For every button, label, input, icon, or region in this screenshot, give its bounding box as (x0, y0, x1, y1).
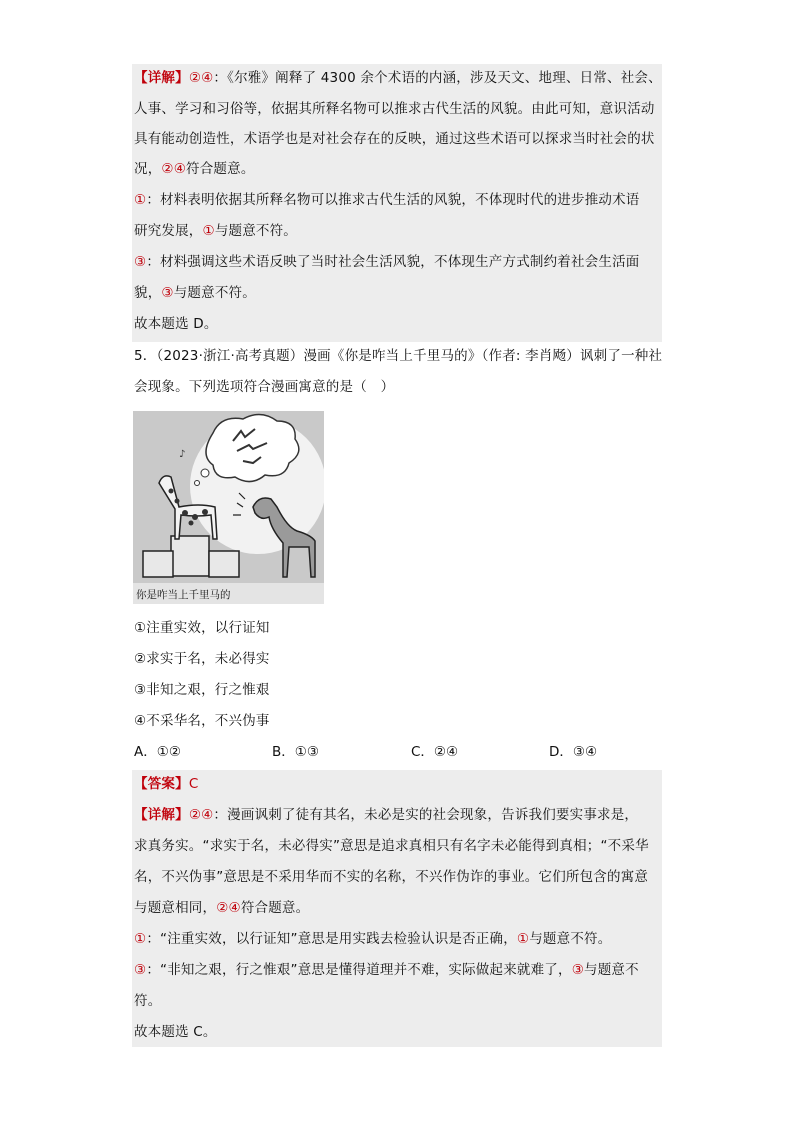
q5-stem-line-2: 会现象。下列选项符合漫画寓意的是（ ） (134, 379, 395, 395)
q5-detail-line-2: 求真务实。“求实于名，未必得实”意思是追求真相只有名字未必能得到真相；“不采华 (134, 838, 649, 854)
statement-1: ①注重实效，以行证知 (134, 620, 270, 636)
answer-value: C (188, 776, 199, 792)
choice-b: B．①③ (272, 744, 319, 760)
q4-detail-line-3: 具有能动创造性，术语学也是对社会存在的反映，通过这些术语可以探求当时社会的状 (134, 131, 655, 147)
q4-detail-line-4: 况，②④符合题意。 (134, 161, 255, 177)
q4-detail-line-2: 人事、学习和习俗等，依据其所释名物可以推求古代生活的风貌。由此可知，意识活动 (134, 101, 655, 117)
q4-note-3-line-2: 貌，③与题意不符。 (134, 285, 256, 301)
cartoon-drawing (133, 411, 324, 604)
q5-detail-line-1: 【详解】②④：漫画讽刺了徒有其名，未必是实的社会现象，告诉我们要实事求是， (134, 807, 639, 823)
q4-note-3-line-1: ③：材料强调这些术语反映了当时社会生活风貌，不体现生产方式制约着社会生活面 (134, 254, 640, 270)
statement-2: ②求实于名，未必得实 (134, 651, 270, 667)
q5-stem-line-1: 5．（2023·浙江·高考真题）漫画《你是咋当上千里马的》（作者: 李肖飏）讽刺了一种社 (134, 348, 663, 364)
answer-tag: 【答案】 (134, 776, 189, 792)
choice-c: C．②④ (411, 744, 459, 760)
choice-a: A．①② (134, 744, 181, 760)
q4-conclusion: 故本题选 D。 (134, 316, 218, 332)
q4-note-1-line-1: ①：材料表明依据其所释名物可以推求古代生活的风貌，不体现时代的进步推动术语 (134, 192, 640, 208)
q5-detail-line-4: 与题意相同，②④符合题意。 (134, 900, 310, 916)
statement-4: ④不采华名，不兴伪事 (134, 713, 270, 729)
svg-text:♪: ♪ (179, 449, 186, 460)
q4-detail-line-1: 【详解】②④：《尔雅》阐释了 4300 余个术语的内涵，涉及天文、地理、日常、社会、 (134, 70, 662, 86)
detail-tag: 【详解】 (134, 807, 189, 823)
q5-answer (134, 774, 198, 794)
q5-note-3-line-2: 符。 (134, 993, 162, 1009)
cartoon-image (133, 411, 324, 604)
q5-conclusion: 故本题选 C。 (134, 1024, 217, 1040)
choice-d: D．③④ (549, 744, 598, 760)
cartoon-caption: 你是咋当上千里马的 (136, 589, 231, 601)
q5-detail-line-3: 名，不兴伪事”意思是不采用华而不实的名称，不兴作伪诈的事业。它们所包含的寓意 (134, 869, 649, 885)
q4-note-1-line-2: 研究发展，①与题意不符。 (134, 223, 298, 239)
option-numbers: ②④ (188, 70, 214, 86)
q5-note-1: ①：“注重实效，以行证知”意思是用实践去检验认识是否正确，①与题意不符。 (134, 931, 612, 947)
q5-note-3-line-1: ③：“非知之艰，行之惟艰”意思是懂得道理并不难，实际做起来就难了，③与题意不 (134, 962, 639, 978)
statement-3: ③非知之艰，行之惟艰 (134, 682, 270, 698)
detail-tag: 【详解】 (134, 70, 189, 86)
